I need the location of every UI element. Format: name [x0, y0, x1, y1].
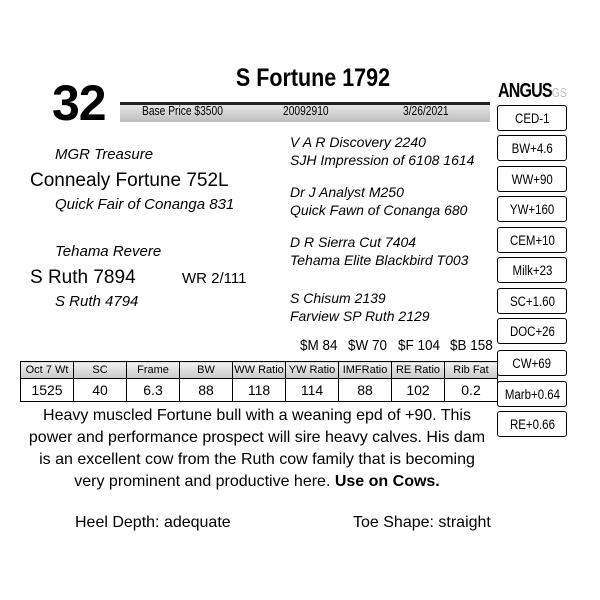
description-text: Heavy muscled Fortune bull with a weaning epd of +90. This power and performance prospect will sire heavy calves. His dam is an excellent cow from the Ruth cow family that is becoming very prominent and productive here.: [28, 407, 486, 490]
pedigree-dam-sire: Tehama Revere: [55, 243, 162, 260]
epd-value: CW+69: [512, 355, 552, 371]
epd-box: [497, 135, 567, 161]
performance-header-row: [21, 362, 498, 379]
pedigree-sire: Connealy Fortune 752L: [30, 170, 229, 191]
epd-box: [497, 227, 567, 253]
epd-value: CED-1: [514, 110, 550, 126]
toe-shape: Toe Shape: straight: [353, 514, 491, 531]
performance-header: IMFRatio: [339, 362, 392, 379]
performance-value: 40: [74, 379, 127, 402]
performance-value: 1525: [21, 379, 74, 402]
pedigree-sire-sire: MGR Treasure: [55, 146, 154, 163]
epd-box: [497, 105, 567, 131]
pedigree-sire-dam: Quick Fair of Conanga 831: [55, 196, 235, 213]
epd-value: Marb+0.64: [504, 386, 560, 402]
performance-value: 118: [233, 379, 286, 402]
pedigree-dam: S Ruth 7894: [30, 267, 136, 288]
performance-value: 102: [392, 379, 445, 402]
birth-date: 3/26/2021: [403, 104, 449, 118]
pedigree-right: Quick Fawn of Conanga 680: [290, 202, 468, 218]
description-emphasis: Use on Cows.: [334, 473, 440, 490]
pedigree-right: Tehama Elite Blackbird T003: [290, 252, 469, 268]
performance-header: Oct 7 Wt: [21, 362, 74, 379]
heel-depth: Heel Depth: adequate: [75, 514, 231, 531]
dollar-index: $B 158: [450, 337, 493, 354]
breed-logo-main: ANGUS: [498, 80, 552, 102]
breed-logo: [498, 80, 567, 103]
pedigree-right: V A R Discovery 2240: [290, 134, 426, 150]
epd-value: CEM+10: [509, 232, 555, 248]
epd-box: [497, 381, 567, 407]
epd-value: RE+0.66: [509, 416, 555, 432]
performance-value: 6.3: [127, 379, 180, 402]
performance-table: [20, 361, 498, 402]
registration-number: 20092910: [283, 104, 329, 118]
epd-box: [497, 350, 567, 376]
epd-box: [497, 411, 567, 437]
pedigree-dam-dam: S Ruth 4794: [55, 293, 139, 310]
performance-header: SC: [74, 362, 127, 379]
dollar-index: $M 84: [300, 337, 338, 354]
pedigree-right: D R Sierra Cut 7404: [290, 234, 417, 250]
dollar-index: $W 70: [348, 337, 388, 354]
performance-header: Rib Fat: [445, 362, 498, 379]
epd-box: [497, 196, 567, 222]
performance-header: YW Ratio: [286, 362, 339, 379]
performance-header: BW: [180, 362, 233, 379]
pedigree-right: S Chisum 2139: [290, 290, 386, 306]
epd-value: SC+1.60: [509, 293, 555, 309]
weaning-ratio: WR 2/111: [182, 270, 247, 287]
performance-value: 0.2: [445, 379, 498, 402]
epd-box: [497, 257, 567, 283]
performance-value: 114: [286, 379, 339, 402]
lot-number: 32: [52, 75, 106, 131]
performance-header: WW Ratio: [233, 362, 286, 379]
performance-value: 88: [339, 379, 392, 402]
breed-logo-sub: GS: [551, 85, 567, 100]
performance-value-row: [21, 379, 498, 402]
performance-value: 88: [180, 379, 233, 402]
dollar-index: $F 104: [398, 337, 441, 354]
pedigree-right: SJH Impression of 6108 1614: [290, 152, 475, 168]
epd-value: BW+4.6: [511, 140, 553, 156]
epd-value: DOC+26: [509, 323, 555, 339]
pedigree-right: Farview SP Ruth 2129: [290, 308, 430, 324]
pedigree-right: Dr J Analyst M250: [290, 184, 404, 200]
epd-box: [497, 166, 567, 192]
epd-value: WW+90: [511, 171, 553, 187]
animal-name: S Fortune 1792: [235, 64, 391, 92]
epd-box: [497, 288, 567, 314]
epd-box: [497, 318, 567, 344]
base-price: Base Price $3500: [142, 104, 223, 118]
epd-value: Milk+23: [512, 262, 552, 278]
description: [22, 405, 492, 493]
performance-header: RE Ratio: [392, 362, 445, 379]
performance-header: Frame: [127, 362, 180, 379]
epd-value: YW+160: [509, 201, 555, 217]
